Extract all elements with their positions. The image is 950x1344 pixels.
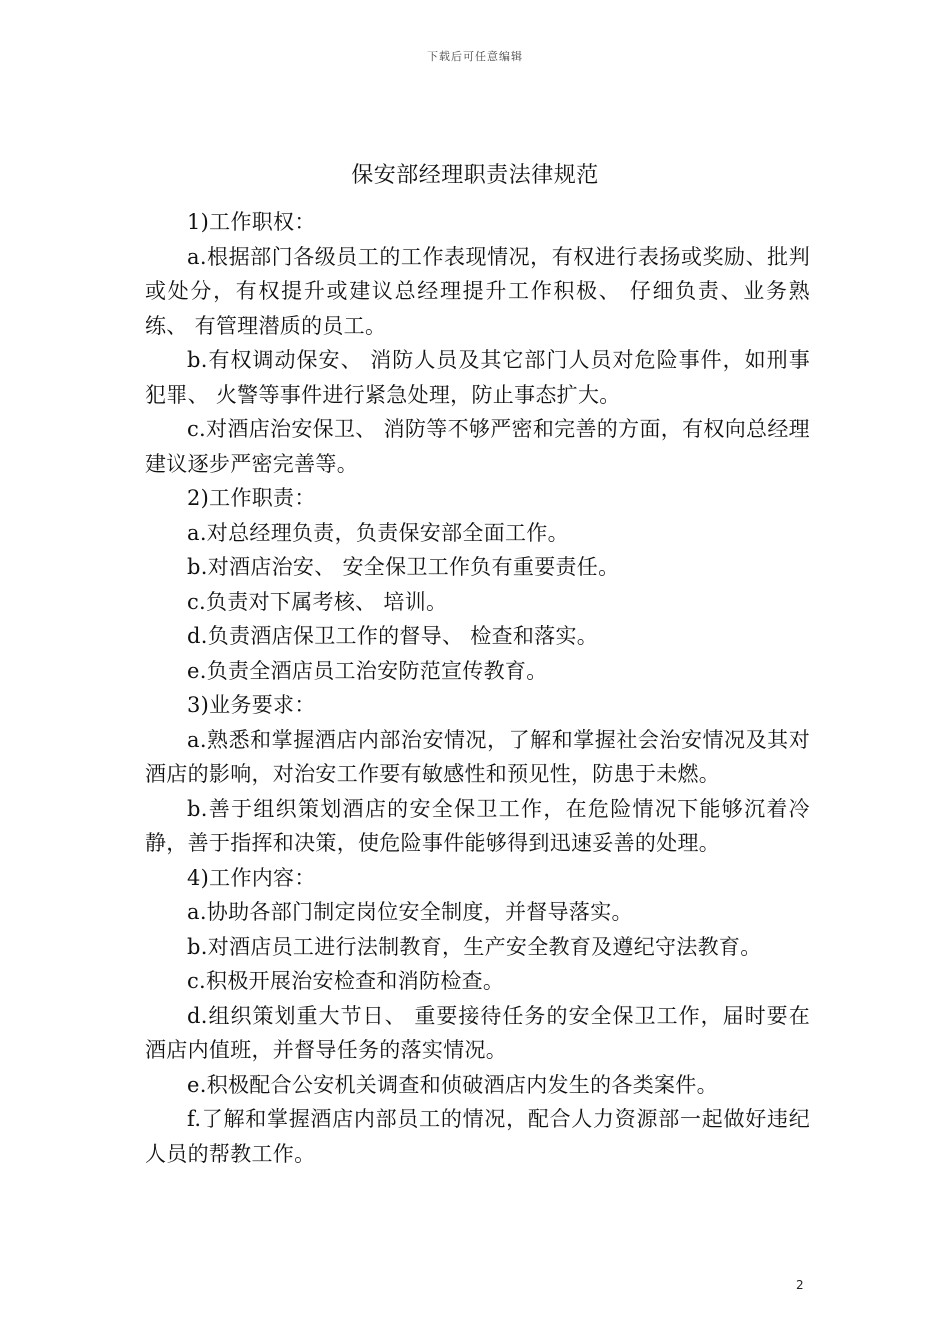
paragraph: a.对总经理负责，负责保安部全面工作。 <box>187 520 569 545</box>
page-header-note: 下载后可任意编辑 <box>427 50 523 63</box>
paragraph: e.积极配合公安机关调查和侦破酒店内发生的各类案件。 <box>187 1072 718 1097</box>
paragraph: b.对酒店员工进行法制教育，生产安全教育及遵纪守法教育。 <box>187 934 762 959</box>
paragraph: a.协助各部门制定岗位安全制度，并督导落实。 <box>187 900 633 924</box>
paragraph: b.有权调动保安、 消防人员及其它部门人员对危险事件，如刑事犯罪、 火警等事件进行紧急处理，防止事态扩大。 <box>145 348 810 407</box>
paragraph: f.了解和掌握酒店内部员工的情况，配合人力资源部一起做好违纪人员的帮教工作。 <box>145 1107 810 1166</box>
paragraph: c.对酒店治安保卫、 消防等不够严密和完善的方面，有权向总经理建议逐步严密完善等。 <box>145 417 810 476</box>
paragraph: d.组织策划重大节日、 重要接待任务的安全保卫工作，届时要在酒店内值班，并督导任务的落实情况。 <box>145 1003 810 1062</box>
paragraph: b.善于组织策划酒店的安全保卫工作，在危险情况下能够沉着冷静，善于指挥和决策，使危险事件能够得到迅速妥善的处理。 <box>145 796 810 855</box>
paragraph: b.对酒店治安、 安全保卫工作负有重要责任。 <box>187 555 620 579</box>
paragraph: d.负责酒店保卫工作的督导、 检查和落实。 <box>187 624 599 648</box>
section-heading-authority: 1)工作职权： <box>187 210 316 234</box>
paragraph: a.熟悉和掌握酒店内部治安情况，了解和掌握社会治安情况及其对酒店的影响，对治安工作要有敏感性和预见性，防患于未燃。 <box>145 727 810 786</box>
paragraph: c.积极开展治安检查和消防检查。 <box>187 969 505 993</box>
document-body <box>145 205 810 1171</box>
section-heading-content: 4)工作内容： <box>187 865 316 890</box>
paragraph: e.负责全酒店员工治安防范宣传教育。 <box>187 658 548 683</box>
document-title: 保安部经理职责法律规范 <box>351 163 599 188</box>
section-heading-requirements: 3)业务要求： <box>187 693 316 717</box>
paragraph: a.根据部门各级员工的工作表现情况，有权进行表扬或奖励、批判或处分，有权提升或建议总经理提升工作积极、 仔细负责、业务熟练、 有管理潜质的员工。 <box>145 244 810 338</box>
paragraph: c.负责对下属考核、 培训。 <box>187 589 448 614</box>
page-number: 2 <box>796 1278 804 1292</box>
section-heading-duties: 2)工作职责： <box>187 486 316 510</box>
